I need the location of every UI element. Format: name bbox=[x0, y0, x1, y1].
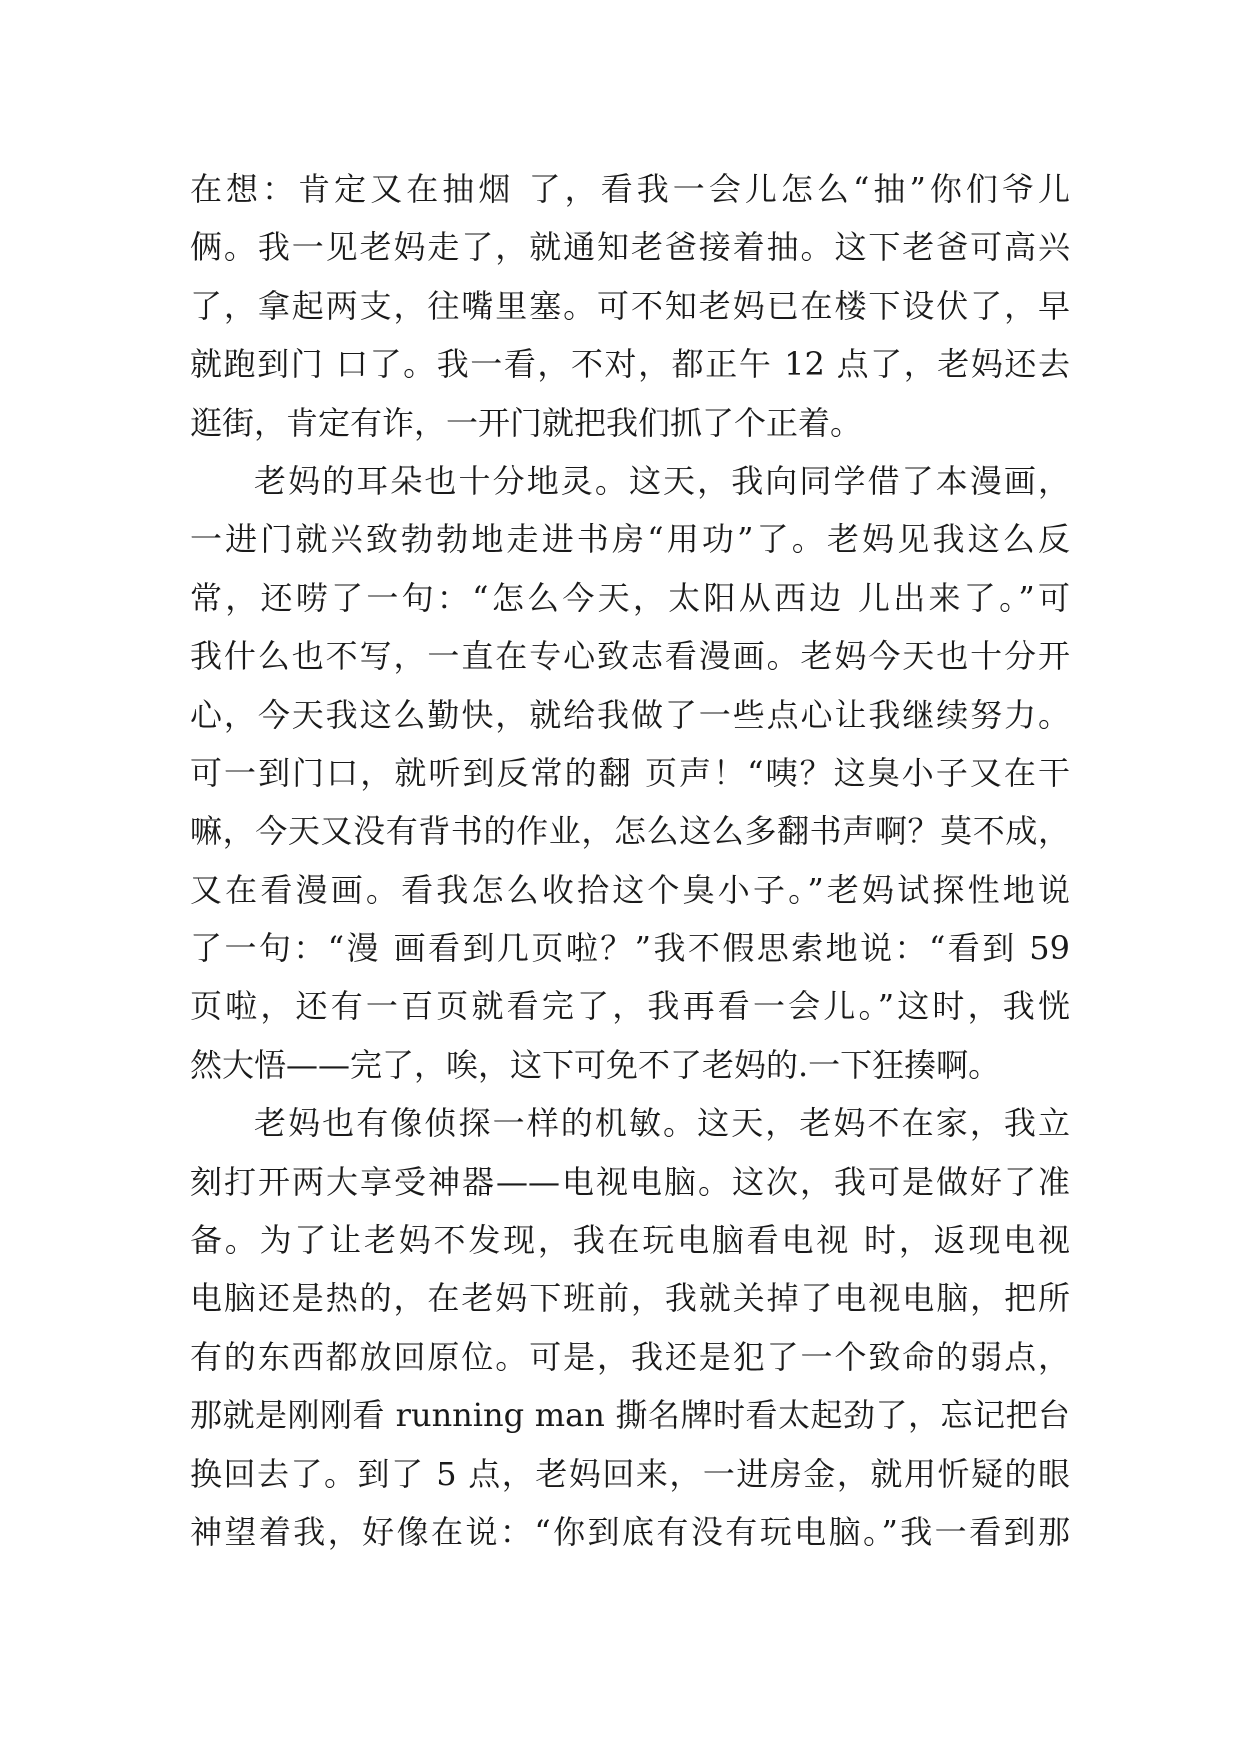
text-line: 那就是刚刚看 running man 撕名牌时看太起劲了，忘记把台 bbox=[190, 1396, 1070, 1435]
text-line: 常，还唠了一句：“怎么今天，太阳从西边 儿出来了。”可 bbox=[190, 578, 1070, 617]
paragraph-first-line: 老妈也有像侦探一样的机敏。这天，老妈不在家，我立 bbox=[254, 1104, 1070, 1143]
text-line: 了一句：“漫 画看到几页啦？”我不假思索地说：“看到 59 bbox=[190, 929, 1070, 968]
text-line: 有的东西都放回原位。可是，我还是犯了一个致命的弱点， bbox=[190, 1337, 1070, 1376]
text-line: 换回去了。到了 5 点，老妈回来，一进房金，就用忻疑的眼 bbox=[190, 1454, 1070, 1493]
text-line: 可一到门口，就听到反常的翻 页声！“咦？这臭小子又在干 bbox=[190, 753, 1070, 792]
text-line: 神望着我，好像在说：“你到底有没有玩电脑。”我一看到那 bbox=[190, 1512, 1070, 1551]
text-line: 刻打开两大享受神器——电视电脑。这次，我可是做好了准 bbox=[190, 1162, 1070, 1201]
text-line: 在想：肯定又在抽烟 了，看我一会儿怎么“抽”你们爷儿 bbox=[190, 170, 1070, 208]
text-line: 备。为了让老妈不发现，我在玩电脑看电视 时，返现电视 bbox=[190, 1221, 1070, 1260]
text-line: 了，拿起两支，往嘴里塞。可不知老妈已在楼下设伏了，早 bbox=[190, 286, 1070, 325]
text-line: 电脑还是热的，在老妈下班前，我就关掉了电视电脑，把所 bbox=[190, 1279, 1070, 1318]
paragraph-first-line: 老妈的耳朵也十分地灵。这天，我向同学借了本漫画， bbox=[254, 461, 1070, 500]
text-line: 又在看漫画。看我怎么收拾这个臭小子。”老妈试探性地说 bbox=[190, 870, 1070, 909]
text-line: 一进门就兴致勃勃地走进书房“用功”了。老妈见我这么反 bbox=[190, 520, 1070, 559]
text-line: 俩。我一见老妈走了，就通知老爸接着抽。这下老爸可高兴 bbox=[190, 228, 1070, 267]
text-line: 我什么也不写，一直在专心致志看漫画。老妈今天也十分开 bbox=[190, 637, 1070, 676]
text-line: 然大悟——完了，唉，这下可免不了老妈的.一下狂揍啊。 bbox=[190, 1045, 1001, 1084]
text-line: 页啦，还有一百页就看完了，我再看一会儿。”这时，我恍 bbox=[190, 987, 1070, 1026]
text-line: 就跑到门 口了。我一看，不对，都正午 12 点了，老妈还去 bbox=[190, 345, 1070, 384]
text-line: 逛街，肯定有诈，一开门就把我们抓了个正着。 bbox=[190, 403, 863, 442]
text-line: 嘛，今天又没有背书的作业，怎么这么多翻书声啊？莫不成， bbox=[190, 812, 1070, 851]
document-body bbox=[190, 160, 1070, 1561]
text-line: 心，今天我这么勤快，就给我做了一些点心让我继续努力。 bbox=[190, 695, 1070, 734]
